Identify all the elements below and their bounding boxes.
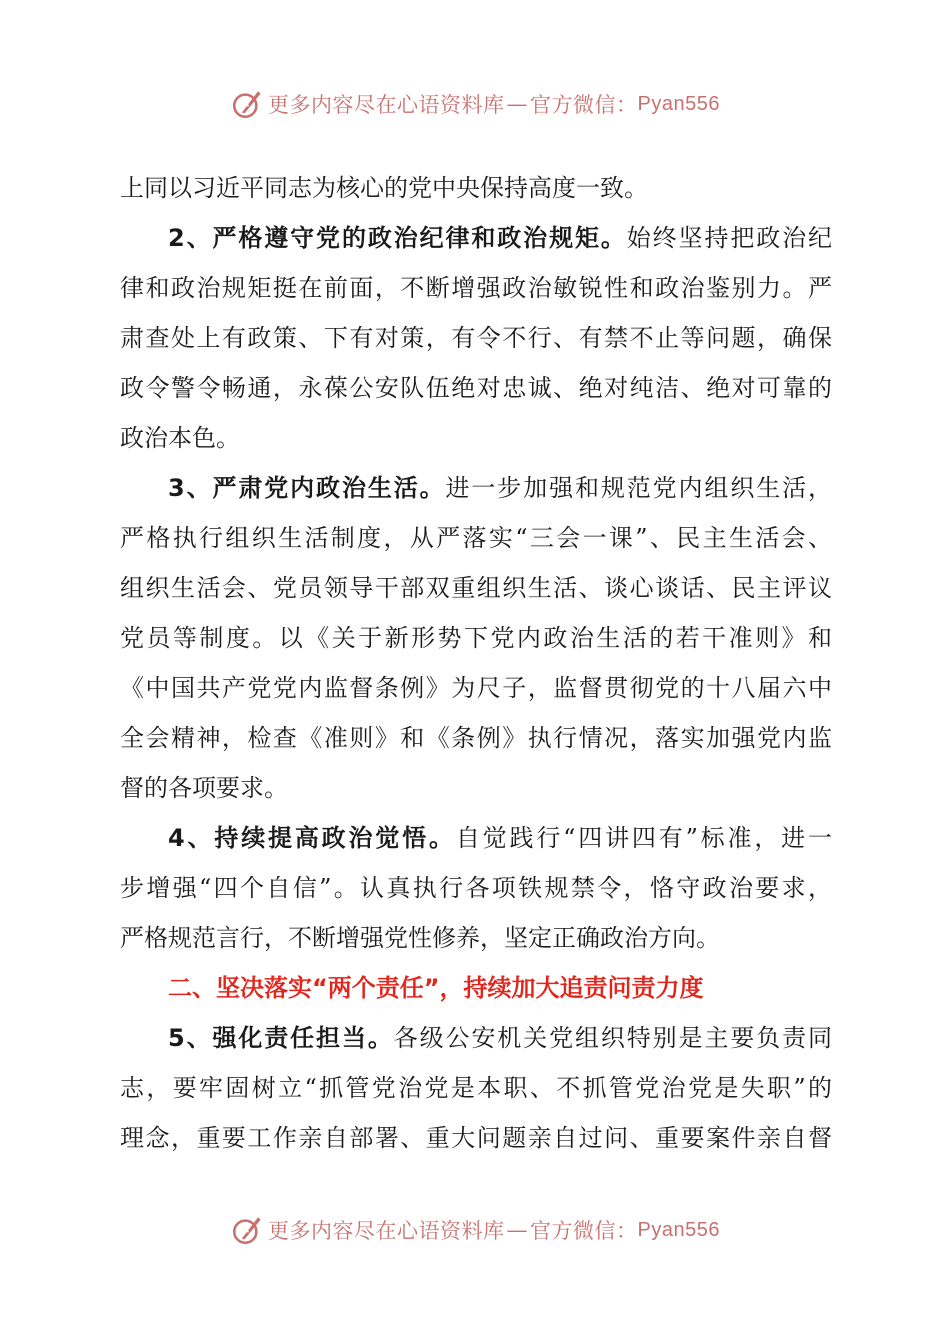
text-line: 严格规范言行，不断增强党性修养，坚定正确政治方向。 (120, 924, 720, 952)
text-line: 组织生活会、党员领导干部双重组织生活、谈心谈话、民主评议 (120, 574, 832, 602)
paragraph-2-title: 2、严格遵守党的政治纪律和政治规矩。 (168, 224, 627, 252)
text-line: 进一步加强和规范党内组织生活， (445, 474, 832, 502)
watermark-label: 官方微信： (530, 1219, 638, 1243)
watermark-account: Pyan556 (637, 1218, 720, 1241)
watermark-account: Pyan556 (637, 92, 720, 115)
text-line: 党员等制度。以《关于新形势下党内政治生活的若干准则》和 (120, 624, 832, 652)
text-line: 始终坚持把政治纪 (626, 224, 832, 252)
quill-circle-logo-icon (230, 87, 264, 121)
text-line: 督的各项要求。 (120, 774, 288, 802)
header-watermark (0, 84, 950, 124)
document-body (120, 163, 832, 1163)
text-line: 律和政治规矩挺在前面，不断增强政治敏锐性和政治鉴别力。严 (120, 274, 832, 302)
footer-watermark (0, 1210, 950, 1250)
text-line: 政令警令畅通，永葆公安队伍绝对忠诚、绝对纯洁、绝对可靠的 (120, 374, 832, 402)
watermark-text: 更多内容尽在心语资料库 (268, 1219, 505, 1243)
text-line: 步增强“四个自信”。认真执行各项铁规禁令，恪守政治要求， (120, 874, 832, 902)
text-line: 政治本色。 (120, 424, 240, 452)
text-line: 《中国共产党党内监督条例》为尺子，监督贯彻党的十八届六中 (120, 674, 832, 702)
quill-circle-logo-icon (230, 1213, 264, 1247)
paragraph-2-line-1 (120, 213, 832, 263)
text-line: 志，要牢固树立“抓管党治党是本职、不抓管党治党是失职”的 (120, 1074, 832, 1102)
text-line: 上同以习近平同志为核心的党中央保持高度一致。 (120, 174, 648, 202)
paragraph-3-line-1 (120, 463, 832, 513)
text-line: 理念，重要工作亲自部署、重大问题亲自过问、重要案件亲自督 (120, 1124, 832, 1152)
section-heading: 二、坚决落实“两个责任”，持续加大追责问责力度 (168, 974, 704, 1002)
paragraph-3-title: 3、严肃党内政治生活。 (168, 474, 446, 502)
text-line: 肃查处上有政策、下有对策，有令不行、有禁不止等问题，确保 (120, 324, 832, 352)
text-line: 各级公安机关党组织特别是主要负责同 (393, 1024, 832, 1052)
watermark-label: 官方微信： (530, 93, 638, 117)
watermark-separator: — (506, 92, 529, 116)
watermark-text: 更多内容尽在心语资料库 (268, 93, 505, 117)
paragraph-4-title: 4、持续提高政治觉悟。 (168, 824, 456, 852)
text-line: 全会精神，检查《准则》和《条例》执行情况，落实加强党内监 (120, 724, 832, 752)
paragraph-5-title: 5、强化责任担当。 (168, 1024, 394, 1052)
paragraph-4-line-1 (120, 813, 832, 863)
paragraph-5-line-1 (120, 1013, 832, 1063)
text-line: 自觉践行“四讲四有”标准，进一 (455, 824, 832, 852)
watermark-separator: — (506, 1218, 529, 1242)
text-line: 严格执行组织生活制度，从严落实“三会一课”、民主生活会、 (120, 524, 832, 552)
